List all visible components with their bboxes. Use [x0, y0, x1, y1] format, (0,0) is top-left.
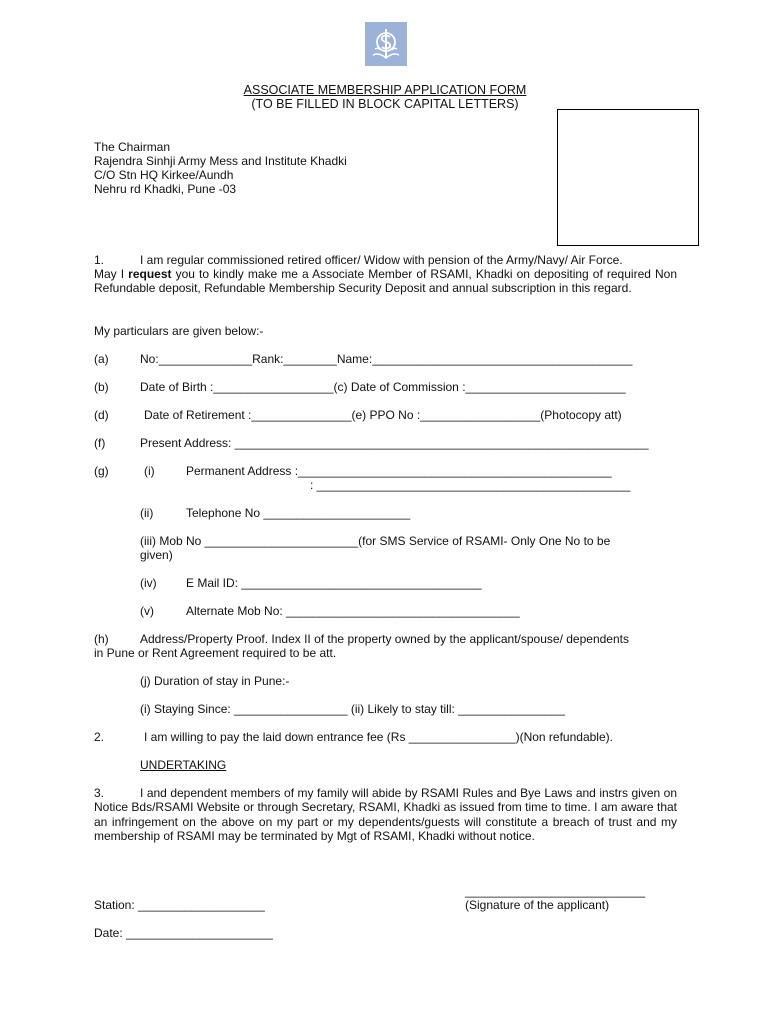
undertaking-heading: UNDERTAKING: [140, 758, 227, 772]
field-f-label: (f): [94, 436, 106, 450]
field-a-input[interactable]: No:______________Rank:________Name:_______________________________________: [140, 352, 633, 366]
alternate-mobile-input[interactable]: Alternate Mob No: ___________________________________: [186, 604, 520, 618]
field-f-input[interactable]: Present Address: ______________________________________________________________: [140, 436, 649, 450]
form-subtitle: (TO BE FILLED IN BLOCK CAPITAL LETTERS): [251, 97, 519, 111]
mobile-input[interactable]: (iii) Mob No _______________________(for SMS Service of RSAMI- Only One No to be: [140, 534, 611, 548]
field-b-input[interactable]: Date of Birth :__________________(c) Date of Commission :________________________: [140, 380, 626, 394]
stay-dates-input[interactable]: (i) Staying Since: _________________ (ii) Likely to stay till: ________________: [140, 702, 565, 716]
email-input[interactable]: E Mail ID: ____________________________________: [186, 576, 482, 590]
form-title: ASSOCIATE MEMBERSHIP APPLICATION FORM: [243, 83, 527, 97]
field-d-input[interactable]: Date of Retirement :_______________(e) PPO No :__________________(Photocopy att): [144, 408, 622, 422]
field-g-i-label: (i): [144, 464, 155, 478]
field-b-label: (b): [94, 380, 109, 394]
address-line-1: The Chairman: [94, 140, 171, 154]
field-g-iv-label: (iv): [140, 576, 157, 590]
para1-first-line: I am regular commissioned retired officer/ Widow with pension of the Army/Navy/ Air Force.: [140, 253, 623, 267]
address-line-4: Nehru rd Khadki, Pune -03: [94, 182, 237, 196]
para3-number: 3.: [94, 786, 105, 800]
crest-emblem: [369, 25, 403, 63]
field-h-text: Address/Property Proof. Index II of the property owned by the applicant/spouse/ dependents: [140, 632, 629, 646]
duration-of-stay-label: (j) Duration of stay in Pune:-: [140, 674, 290, 688]
permanent-address-input[interactable]: Permanent Address :_______________________________________________: [186, 464, 612, 478]
address-line-3: C/O Stn HQ Kirkee/Aundh: [94, 168, 234, 182]
telephone-input[interactable]: Telephone No ______________________: [186, 506, 411, 520]
para1-body: May I request you to kindly make me a Associate Member of RSAMI, Khadki on depositing of required Non Refundable deposit, Refundable Membership Security Deposit and annual subscription in this regard.: [94, 267, 678, 296]
date-input[interactable]: Date: ______________________: [94, 926, 273, 940]
field-h-text-2: in Pune or Rent Agreement required to be att.: [94, 646, 337, 660]
field-d-label: (d): [94, 408, 109, 422]
signature-label: (Signature of the applicant): [465, 898, 610, 912]
field-g-label: (g): [94, 464, 109, 478]
field-g-ii-label: (ii): [140, 506, 154, 520]
signature-line[interactable]: ___________________________: [465, 884, 646, 898]
rsami-crest-icon: [365, 22, 407, 66]
field-g-v-label: (v): [140, 604, 154, 618]
para2-number: 2.: [94, 730, 105, 744]
undertaking-text: I and dependent members of my family will abide by RSAMI Rules and Bye Laws and instrs given on Notice Bds/RSAMI Website or through Secretary, RSAMI, Khadki as issued from time to time. I am aware that an infringement on the above on my part or my dependents/guests will constitute a breach of trust and my membership of RSAMI may be terminated by Mgt of RSAMI, Khadki without notice.: [94, 786, 677, 843]
address-line-2: Rajendra Sinhji Army Mess and Institute Khadki: [94, 154, 347, 168]
photo-box: [557, 109, 699, 246]
field-h-label: (h): [94, 632, 109, 646]
permanent-address-input-2[interactable]: : _______________________________________________: [310, 478, 631, 492]
mobile-note-cont: given): [140, 548, 173, 562]
entrance-fee-input[interactable]: I am willing to pay the laid down entrance fee (Rs ________________)(Non refundable).: [144, 730, 613, 744]
field-a-label: (a): [94, 352, 109, 366]
para1-bold-word: request: [128, 267, 172, 281]
station-input[interactable]: Station: ___________________: [94, 898, 265, 912]
para1-number: 1.: [94, 253, 105, 267]
particulars-intro: My particulars are given below:-: [94, 324, 264, 338]
